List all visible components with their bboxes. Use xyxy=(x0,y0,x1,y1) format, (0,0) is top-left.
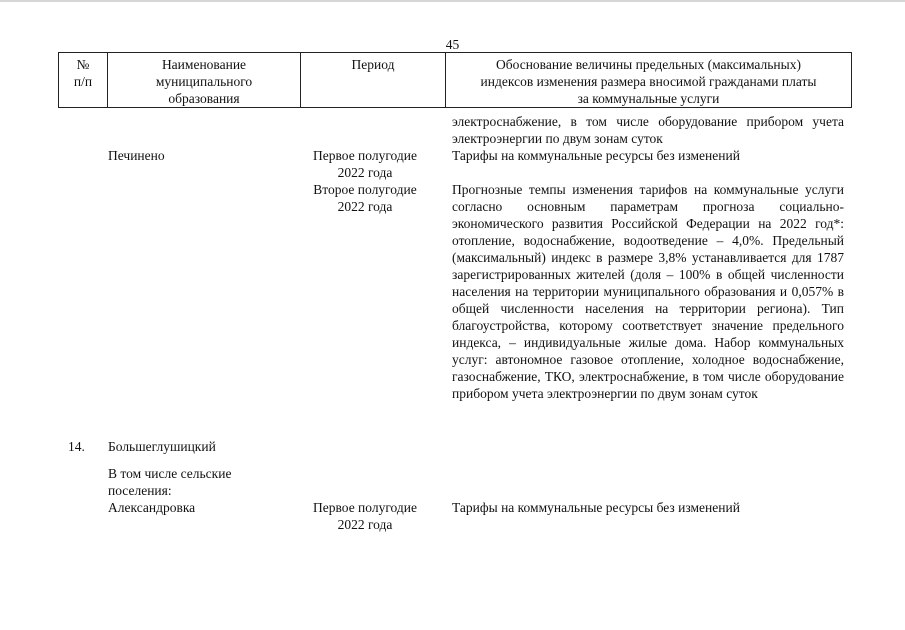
row-number: 14. xyxy=(68,439,85,454)
municipality-name: Большеглушицкий xyxy=(108,439,216,454)
municipality-name: Печинено xyxy=(108,148,165,163)
page-number: 45 xyxy=(445,37,460,52)
scan-edge xyxy=(0,0,905,2)
period-second-half: Второе полугодие 2022 года xyxy=(313,182,417,214)
municipality-name: Александровка xyxy=(108,500,196,515)
table-header-row xyxy=(59,53,852,108)
basis-text: Прогнозные темпы изменения тарифов на коммунальные услуги согласно основным параметрам прогноза социально-экономического развития Российской Федерации на 2022 год*: отопление, водоснабжение, водоотведение – 4,0%. Предельный (максимальный) индекс в размере 3,8% устанавливается для 1787 зарегистрированных жителей (доля – 100% в общей численности населения на территории муниципального образования и 0,057% в общей численности населения на территории региона). Тип благоустройства, которому соответствует значение предельного индекса, – индивидуальные жилые дома. Набор коммунальных услуг: автономное газовое отопление, холодное водоснабжение, газоснабжение, ТКО, электроснабжение, в том числе оборудование прибором учета электроэнергии по двум зонам суток xyxy=(452,182,844,401)
continuation-text: электроснабжение, в том числе оборудование прибором учета электроэнергии по двум зонам суток xyxy=(452,114,844,146)
subsection-label: В том числе сельские поселения: xyxy=(108,466,232,498)
basis-text: Тарифы на коммунальные ресурсы без изменений xyxy=(452,500,740,515)
table-header xyxy=(58,52,852,108)
header-period: Период xyxy=(301,53,446,108)
header-municipality: Наименование муниципального образования xyxy=(108,53,301,108)
basis-text: Тарифы на коммунальные ресурсы без изменений xyxy=(452,148,740,163)
period-first-half: Первое полугодие 2022 года xyxy=(313,148,417,180)
header-number: № п/п xyxy=(59,53,108,108)
period-first-half: Первое полугодие 2022 года xyxy=(313,500,417,532)
header-basis: Обоснование величины предельных (максимальных) индексов изменения размера вносимой гражданами платы за коммунальные услуги xyxy=(446,53,852,108)
